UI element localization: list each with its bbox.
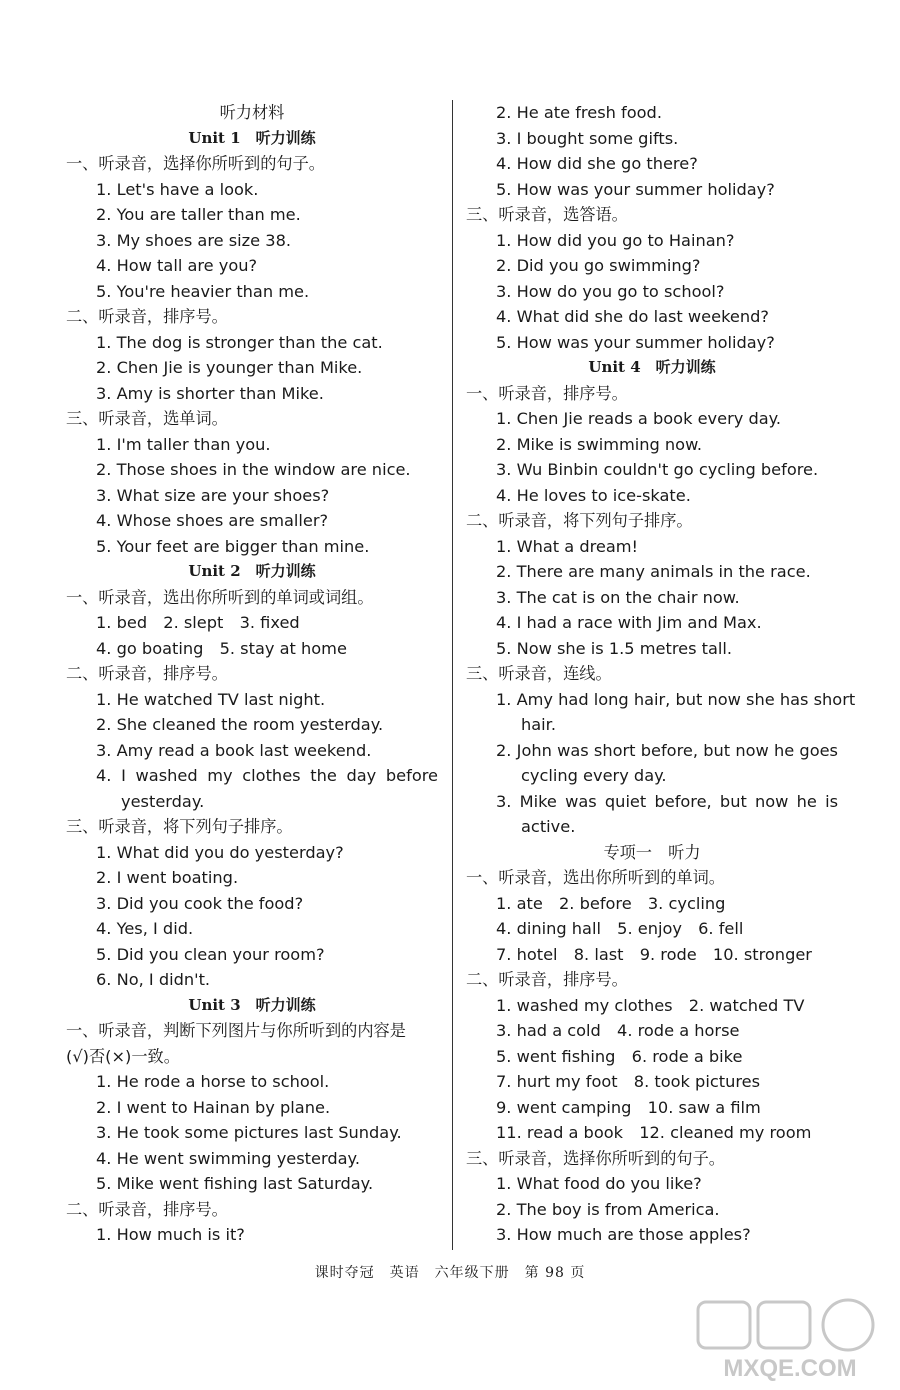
listening-item: 2. You are taller than me. [96, 205, 301, 224]
unit-heading: Unit 4 听力训练 [588, 358, 716, 376]
listening-item: 1. What a dream! [496, 536, 639, 556]
listening-item: 3. Amy read a book last weekend. [96, 740, 372, 760]
section-title: 专项一 听力 [603, 842, 701, 862]
listening-item: 4. Yes, I did. [96, 919, 194, 938]
exercise-heading: 一、听录音，判断下列图片与你所听到的内容是 [66, 1021, 406, 1040]
listening-item: 3. He took some pictures last Sunday. [96, 1123, 402, 1142]
exercise-heading: 二、听录音，排序号。 [466, 970, 628, 989]
listening-item: 1. He rode a horse to school. [96, 1072, 330, 1091]
listening-item: 5. Now she is 1.5 metres tall. [496, 638, 733, 658]
listening-item: 3. My shoes are size 38. [96, 230, 292, 250]
exercise-heading: 三、听录音，连线。 [466, 664, 612, 683]
exercise-heading: 二、听录音，排序号。 [66, 307, 228, 326]
exercise-heading: 三、听录音，选答语。 [466, 205, 628, 224]
listening-item: 1. How much is it? [96, 1225, 245, 1244]
listening-item: 7. hotel 8. last 9. rode 10. stronger [496, 944, 812, 964]
listening-item: 1. What food do you like? [496, 1174, 702, 1193]
listening-item: 5. How was your summer holiday? [496, 332, 775, 352]
listening-item: 1. How did you go to Hainan? [496, 230, 735, 250]
listening-item: 2. Those shoes in the window are nice. [96, 460, 411, 479]
listening-item-continued: hair. [521, 715, 556, 734]
exercise-heading: 三、听录音，选择你所听到的句子。 [466, 1148, 725, 1168]
listening-item: 1. I'm taller than you. [96, 434, 271, 454]
listening-item: 1. He watched TV last night. [96, 689, 326, 709]
listening-item: 11. read a book 12. cleaned my room [496, 1123, 812, 1142]
listening-item: 1. washed my clothes 2. watched TV [496, 995, 805, 1015]
listening-item: 1. ate 2. before 3. cycling [496, 893, 726, 913]
svg-text:MXQE.COM: MXQE.COM [723, 1355, 857, 1382]
listening-item: 2. He ate fresh food. [496, 103, 662, 122]
listening-item: 3. Amy is shorter than Mike. [96, 383, 324, 403]
listening-item: 5. You're heavier than me. [96, 281, 310, 301]
listening-item: 9. went camping 10. saw a film [496, 1097, 761, 1117]
listening-item: 4. He went swimming yesterday. [96, 1148, 360, 1168]
listening-item: 4. Whose shoes are smaller? [96, 511, 329, 530]
right-column [466, 100, 856, 1248]
exercise-heading: 三、听录音，选单词。 [66, 409, 228, 428]
listening-item: 1. Chen Jie reads a book every day. [496, 409, 782, 428]
listening-item: 4. dining hall 5. enjoy 6. fell [496, 919, 744, 938]
watermark-logo [690, 1296, 890, 1384]
listening-item: 6. No, I didn't. [96, 970, 211, 989]
listening-item: 3. had a cold 4. rode a horse [496, 1021, 740, 1040]
unit-heading: Unit 1 听力训练 [188, 128, 316, 147]
exercise-heading: 一、听录音，排序号。 [466, 383, 628, 403]
listening-item: 5. Your feet are bigger than mine. [96, 536, 370, 556]
listening-item: 4. go boating 5. stay at home [96, 638, 347, 658]
exercise-heading: 三、听录音，将下列句子排序。 [66, 817, 293, 836]
listening-item: 1. bed 2. slept 3. fixed [96, 613, 300, 632]
listening-item: 1. The dog is stronger than the cat. [96, 332, 383, 352]
listening-item: 1. What did you do yesterday? [96, 842, 344, 862]
listening-item: 2. I went boating. [96, 868, 239, 887]
listening-item: 4. How did she go there? [496, 154, 698, 173]
listening-item: 3. How do you go to school? [496, 281, 725, 301]
listening-item: 5. How was your summer holiday? [496, 179, 775, 199]
exercise-heading: 二、听录音，排序号。 [66, 664, 228, 683]
listening-item: 2. There are many animals in the race. [496, 562, 811, 581]
listening-item: 5. went fishing 6. rode a bike [496, 1046, 743, 1066]
listening-item: 4. What did she do last weekend? [496, 307, 769, 326]
unit-heading: Unit 3 听力训练 [188, 995, 316, 1014]
exercise-heading: (√)否(×)一致。 [66, 1046, 180, 1066]
listening-item: 1. Let's have a look. [96, 179, 259, 199]
listening-item: 1. Amy had long hair, but now she has short [496, 689, 856, 709]
exercise-heading: 一、听录音，选择你所听到的句子。 [66, 154, 325, 173]
listening-item: 4. How tall are you? [96, 256, 258, 275]
listening-item: 3. The cat is on the chair now. [496, 587, 740, 607]
listening-item: 4. He loves to ice-skate. [496, 485, 691, 505]
listening-item: 2. Mike is swimming now. [496, 434, 702, 454]
listening-item: 3. How much are those apples? [496, 1225, 751, 1244]
listening-item: 5. Did you clean your room? [96, 944, 325, 964]
column-divider [452, 100, 453, 1250]
listening-item: 5. Mike went fishing last Saturday. [96, 1174, 374, 1193]
listening-item: 7. hurt my foot 8. took pictures [496, 1072, 761, 1091]
exercise-heading: 二、听录音，将下列句子排序。 [466, 511, 693, 530]
listening-item: 2. Chen Jie is younger than Mike. [96, 358, 363, 377]
section-title: 听力材料 [219, 103, 285, 122]
listening-item: 2. John was short before, but now he goes [496, 740, 838, 760]
exercise-heading: 一、听录音，选出你所听到的单词或词组。 [66, 587, 374, 607]
left-column [66, 100, 438, 1248]
listening-item: 3. I bought some gifts. [496, 128, 679, 148]
listening-item-continued: cycling every day. [521, 766, 667, 785]
listening-item: 3. Wu Binbin couldn't go cycling before. [496, 460, 819, 479]
listening-item: 2. The boy is from America. [496, 1199, 720, 1219]
listening-item: 4. I had a race with Jim and Max. [496, 613, 762, 632]
exercise-heading: 一、听录音，选出你所听到的单词。 [466, 868, 725, 887]
exercise-heading: 二、听录音，排序号。 [66, 1199, 228, 1219]
listening-item: 2. Did you go swimming? [496, 256, 701, 275]
listening-item-continued: yesterday. [121, 791, 205, 811]
listening-item: 3. What size are your shoes? [96, 485, 330, 505]
page-footer: 课时夺冠 英语 六年级下册 第 98 页 [314, 1265, 586, 1281]
listening-item: 2. I went to Hainan by plane. [96, 1097, 331, 1117]
unit-heading: Unit 2 听力训练 [188, 562, 316, 580]
listening-item: 3. Did you cook the food? [96, 893, 304, 913]
listening-item: 3. Mike was quiet before, but now he is [496, 791, 838, 811]
listening-item: 2. She cleaned the room yesterday. [96, 715, 384, 734]
listening-item: 4. I washed my clothes the day before [96, 766, 438, 785]
listening-item-continued: active. [521, 817, 576, 836]
